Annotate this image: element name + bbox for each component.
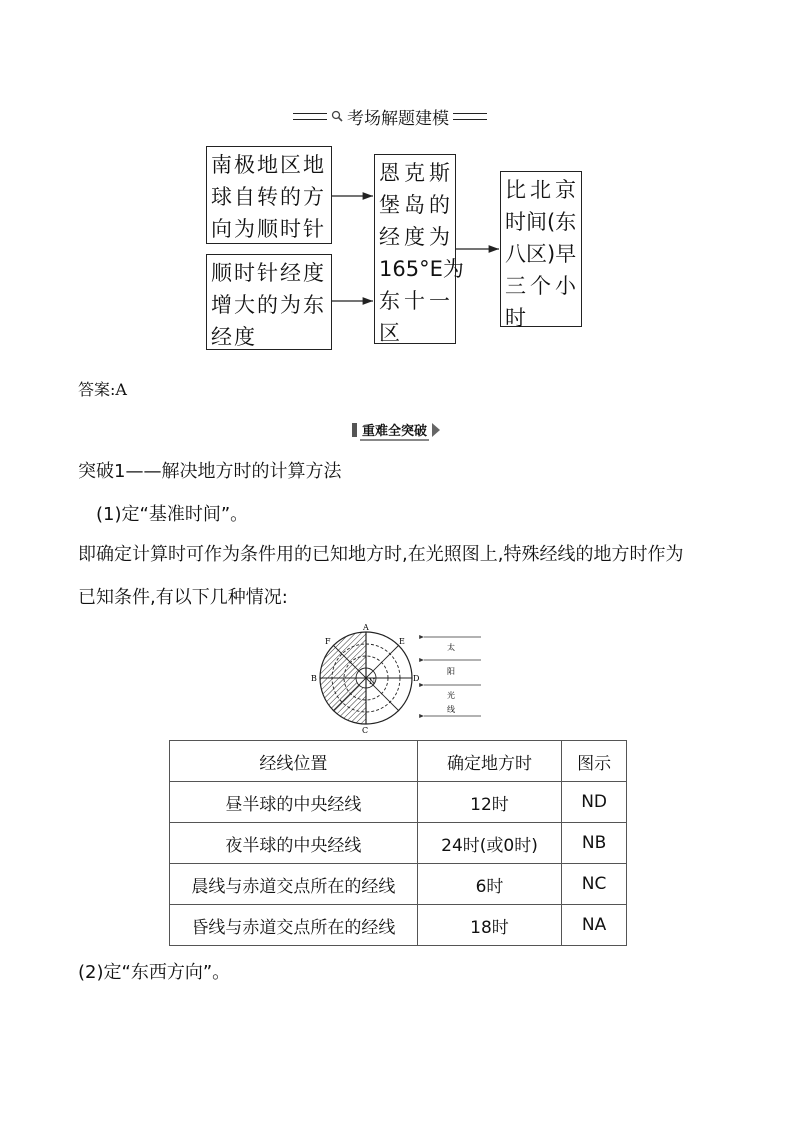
section-title: 考场解题建模 — [347, 108, 449, 129]
breakthrough-title: 突破1——解决地方时的计算方法 — [78, 461, 342, 482]
table-header: 图示 — [562, 741, 627, 782]
flow-text: 区 — [379, 321, 404, 345]
table-cell: 24时(或0时) — [417, 823, 561, 864]
flow-text: 增大的为东 — [211, 293, 326, 317]
flow-text: 球自转的方 — [211, 185, 326, 209]
step-2: (2)定“东西方向”。 — [78, 962, 231, 983]
table-cell: NB — [562, 823, 627, 864]
banner-text: 重难全突破 — [360, 420, 429, 441]
table-cell: 6时 — [417, 864, 561, 905]
flow-text: 三个小 — [505, 274, 580, 298]
flow-text: 南极地区地 — [211, 153, 326, 177]
flow-text: 恩克斯 — [379, 161, 454, 185]
label-b: B — [311, 674, 317, 683]
flow-text: 比北京 — [505, 178, 580, 202]
table-cell: 昼半球的中央经线 — [170, 782, 418, 823]
table-cell: 夜半球的中央经线 — [170, 823, 418, 864]
flow-text: 时间(东 — [505, 210, 577, 234]
step-1: (1)定“基准时间”。 — [96, 504, 249, 525]
flow-text: 堡岛的 — [379, 193, 454, 217]
flow-text: 经度 — [211, 325, 257, 349]
label-c: C — [362, 726, 369, 735]
table-cell: NC — [562, 864, 627, 905]
label-a: A — [363, 623, 369, 632]
flowchart-arrows — [0, 0, 794, 400]
flow-text: 顺时针经度 — [211, 261, 326, 285]
table-header: 确定地方时 — [417, 741, 561, 782]
table-cell: NA — [562, 905, 627, 946]
table-cell: 12时 — [417, 782, 561, 823]
table-header-row — [170, 741, 627, 782]
flow-text: 经度为 — [379, 225, 454, 249]
sunlight-label-3: 光 — [447, 691, 455, 700]
banner — [352, 421, 440, 439]
flow-text: 八区)早 — [505, 242, 577, 266]
answer: 答案:A — [78, 380, 127, 399]
sunlight-label-4: 线 — [447, 705, 455, 714]
label-n: N — [369, 678, 376, 686]
table-cell: 昏线与赤道交点所在的经线 — [170, 905, 418, 946]
flow-text: 向为顺时针 — [211, 217, 326, 241]
explanation-line-1: 即确定计算时可作为条件用的已知地方时,在光照图上,特殊经线的地方时作为 — [78, 544, 684, 565]
flow-text: 东十一 — [379, 289, 454, 313]
sunlight-label-1: 太 — [447, 643, 455, 652]
sunlight-label-2: 阳 — [447, 667, 455, 676]
flow-text: 时 — [505, 306, 527, 330]
table-cell: 晨线与赤道交点所在的经线 — [170, 864, 418, 905]
label-d: D — [413, 674, 420, 683]
table-row — [170, 864, 627, 905]
explanation-line-2: 已知条件,有以下几种情况: — [78, 587, 288, 608]
label-e: E — [399, 637, 405, 646]
table-row — [170, 905, 627, 946]
table-cell: 18时 — [417, 905, 561, 946]
local-time-table — [169, 740, 627, 946]
table-cell: ND — [562, 782, 627, 823]
label-f: F — [325, 637, 331, 646]
table-header: 经线位置 — [170, 741, 418, 782]
table-row — [170, 823, 627, 864]
flow-text: 165°E为 — [379, 257, 464, 281]
banner-arrow-icon — [432, 423, 440, 437]
table-row — [170, 782, 627, 823]
illumination-diagram — [306, 620, 486, 735]
banner-bar — [352, 423, 357, 437]
